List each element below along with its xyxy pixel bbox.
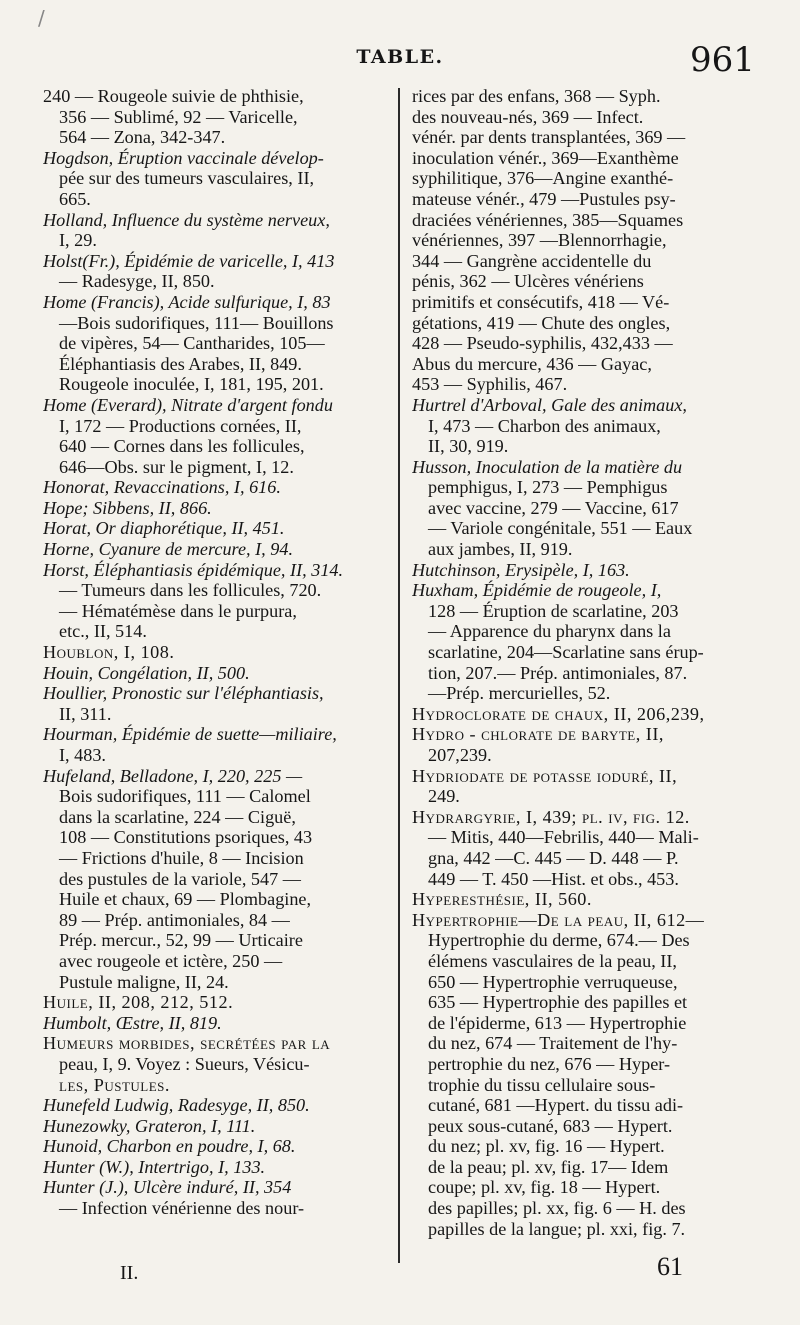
index-line: avec vaccine, 279 — Vaccine, 617 <box>428 497 679 518</box>
index-line: etc., II, 514. <box>59 621 147 642</box>
index-line: Holland, Influence du système nerveux, <box>43 209 330 230</box>
index-line: Huxham, Épidémie de rougeole, I, <box>412 580 662 601</box>
left-column <box>43 86 389 1219</box>
index-line: Houblon, I, 108. <box>43 642 175 663</box>
index-line: des nouveau-nés, 369 — Infect. <box>412 106 644 127</box>
index-line: syphilitique, 376—Angine exanthé- <box>412 168 674 189</box>
index-line: Hunoid, Charbon en poudre, I, 68. <box>43 1136 296 1157</box>
index-line: 344 — Gangrène accidentelle du <box>412 250 652 271</box>
index-line: scarlatine, 204—Scarlatine sans érup- <box>428 642 704 663</box>
index-line: Humeurs morbides, secrétées par la <box>43 1033 331 1054</box>
index-line: pénis, 362 — Ulcères vénériens <box>412 271 644 292</box>
index-line: trophie du tissu cellulaire sous- <box>428 1074 656 1095</box>
index-line: cutané, 681 —Hypert. du tissu adi- <box>428 1095 684 1116</box>
index-line: I, 473 — Charbon des animaux, <box>428 415 661 436</box>
index-line: des pustules de la variole, 547 — <box>59 868 301 889</box>
index-line: Hunefeld Ludwig, Radesyge, II, 850. <box>43 1095 310 1116</box>
index-line: Bois sudorifiques, 111 — Calomel <box>59 786 311 807</box>
index-line: 249. <box>428 786 460 807</box>
index-line: pemphigus, I, 273 — Pemphigus <box>428 477 668 498</box>
index-line: Hunter (W.), Intertrigo, I, 133. <box>43 1156 266 1177</box>
index-line: coupe; pl. xv, fig. 18 — Hypert. <box>428 1177 661 1198</box>
index-line: Horne, Cyanure de mercure, I, 94. <box>43 539 294 560</box>
index-line: avec rougeole et ictère, 250 — <box>59 950 283 971</box>
index-line: —Bois sudorifiques, 111— Bouillons <box>59 312 334 333</box>
index-line: Home (Francis), Acide sulfurique, I, 83 <box>43 291 331 312</box>
index-line: mateuse vénér., 479 —Pustules psy- <box>412 188 676 209</box>
index-line: papilles de la langue; pl. xxi, fig. 7. <box>428 1218 686 1239</box>
index-line: — Frictions d'huile, 8 — Incision <box>59 847 304 868</box>
index-line: Hydrargyrie, I, 439; pl. iv, fig. 12. <box>412 806 690 827</box>
index-line: pée sur des tumeurs vasculaires, II, <box>59 168 315 189</box>
index-line: Hydro - chlorate de baryte, II, <box>412 724 664 745</box>
index-line: Honorat, Revaccinations, I, 616. <box>43 477 281 498</box>
index-line: Huile et chaux, 69 — Plombagine, <box>59 889 312 910</box>
index-line: II, 30, 919. <box>428 436 509 457</box>
index-line: du nez, 674 — Traitement de l'hy- <box>428 1033 678 1054</box>
index-line: 449 — T. 450 —Hist. et obs., 453. <box>428 868 679 889</box>
index-line: 646—Obs. sur le pigment, I, 12. <box>59 456 294 477</box>
index-line: des papilles; pl. xx, fig. 6 — H. des <box>428 1198 686 1219</box>
index-line: 108 — Constitutions psoriques, 43 <box>59 827 313 848</box>
index-line: II, 311. <box>59 703 112 724</box>
column-divider <box>398 88 400 1263</box>
index-line: 128 — Éruption de scarlatine, 203 <box>428 600 679 621</box>
index-line: Houin, Congélation, II, 500. <box>43 662 250 683</box>
index-line: Hyperesthésie, II, 560. <box>412 889 592 910</box>
index-line: Hope; Sibbens, II, 866. <box>43 497 212 518</box>
index-line: les, Pustules. <box>59 1074 170 1095</box>
index-line: — Hématémèse dans le purpura, <box>59 600 297 621</box>
index-line: Husson, Inoculation de la matière du <box>412 456 683 477</box>
index-line: vénériennes, 397 —Blennorrhagie, <box>412 230 667 251</box>
index-line: Horst, Éléphantiasis épidémique, II, 314. <box>43 559 344 580</box>
index-line: Hunter (J.), Ulcère induré, II, 354 <box>43 1177 292 1198</box>
index-line: peux sous-cutané, 683 — Hypert. <box>428 1115 673 1136</box>
index-line: aux jambes, II, 919. <box>428 539 573 560</box>
index-line: primitifs et consécutifs, 418 — Vé- <box>412 291 670 312</box>
index-line: 564 — Zona, 342-347. <box>59 127 226 148</box>
index-line: 640 — Cornes dans les follicules, <box>59 436 305 457</box>
index-line: vénér. par dents transplantées, 369 — <box>412 127 686 148</box>
corner-mark: / <box>38 6 45 30</box>
index-line: élémens vasculaires de la peau, II, <box>428 950 677 971</box>
index-line: 665. <box>59 188 91 209</box>
index-line: 240 — Rougeole suivie de phthisie, <box>43 86 304 106</box>
index-line: Hunezowky, Grateron, I, 111. <box>43 1115 256 1136</box>
index-line: Abus du mercure, 436 — Gayac, <box>412 353 652 374</box>
index-line: Hypertrophie—De la peau, II, 612— <box>412 909 705 930</box>
index-line: — Infection vénérienne des nour- <box>59 1198 305 1219</box>
right-column <box>412 86 760 1239</box>
index-line: — Radesyge, II, 850. <box>59 271 215 292</box>
index-line: Humbolt, Œstre, II, 819. <box>43 1012 222 1033</box>
index-line: Home (Everard), Nitrate d'argent fondu <box>43 394 333 415</box>
index-line: 428 — Pseudo-syphilis, 432,433 — <box>412 333 673 354</box>
index-line: de l'épiderme, 613 — Hypertrophie <box>428 1012 687 1033</box>
index-line: Hydroclorate de chaux, II, 206,239, <box>412 703 705 724</box>
signature-mark: II. <box>120 1262 139 1284</box>
index-line: Prép. mercur., 52, 99 — Urticaire <box>59 930 303 951</box>
index-line: gétations, 419 — Chute des ongles, <box>412 312 671 333</box>
index-line: 356 — Sublimé, 92 — Varicelle, <box>59 106 298 127</box>
index-line: — Tumeurs dans les follicules, 720. <box>59 580 322 601</box>
index-line: — Mitis, 440—Febrilis, 440— Mali- <box>428 827 699 848</box>
index-line: I, 172 — Productions cornées, II, <box>59 415 302 436</box>
index-line: Horat, Or diaphorétique, II, 451. <box>43 518 285 539</box>
index-line: Huile, II, 208, 212, 512. <box>43 992 234 1013</box>
index-line: 635 — Hypertrophie des papilles et <box>428 992 688 1013</box>
index-line: rices par des enfans, 368 — Syph. <box>412 86 661 106</box>
index-line: pertrophie du nez, 676 — Hyper- <box>428 1053 671 1074</box>
index-line: dans la scarlatine, 224 — Ciguë, <box>59 806 296 827</box>
index-line: inoculation vénér., 369—Exanthème <box>412 147 679 168</box>
index-line: Hufeland, Belladone, I, 220, 225 — <box>43 765 303 786</box>
index-line: Hogdson, Éruption vaccinale dévelop- <box>43 147 324 168</box>
index-line: Hydriodate de potasse ioduré, II, <box>412 765 678 786</box>
index-line: draciées vénériennes, 385—Squames <box>412 209 684 230</box>
page-title: TABLE. <box>356 46 444 68</box>
index-line: —Prép. mercurielles, 52. <box>428 683 611 704</box>
folio-number: 61 <box>657 1252 683 1281</box>
page-number: 961 <box>690 40 755 80</box>
index-line: Houllier, Pronostic sur l'éléphantiasis, <box>43 683 324 704</box>
index-line: Hutchinson, Erysipèle, I, 163. <box>412 559 630 580</box>
index-line: de la peau; pl. xv, fig. 17— Idem <box>428 1156 669 1177</box>
index-line: tion, 207.— Prép. antimoniales, 87. <box>428 662 688 683</box>
index-line: Rougeole inoculée, I, 181, 195, 201. <box>59 374 324 395</box>
index-line: Hurtrel d'Arboval, Gale des animaux, <box>412 394 687 415</box>
index-line: du nez; pl. xv, fig. 16 — Hypert. <box>428 1136 665 1157</box>
index-line: de vipères, 54— Cantharides, 105— <box>59 333 325 354</box>
index-line: Hypertrophie du derme, 674.— Des <box>428 930 690 951</box>
index-line: 650 — Hypertrophie verruqueuse, <box>428 971 678 992</box>
index-line: Éléphantiasis des Arabes, II, 849. <box>59 353 302 374</box>
index-line: I, 483. <box>59 745 106 765</box>
index-line: — Variole congénitale, 551 — Eaux <box>428 518 693 539</box>
index-line: Hourman, Épidémie de suette—miliaire, <box>43 724 337 745</box>
index-line: 453 — Syphilis, 467. <box>412 374 568 395</box>
index-line: Pustule maligne, II, 24. <box>59 971 229 992</box>
index-line: gna, 442 —C. 445 — D. 448 — P. <box>428 847 679 868</box>
index-line: peau, I, 9. Voyez : Sueurs, Vésicu- <box>59 1053 310 1074</box>
index-line: 89 — Prép. antimoniales, 84 — <box>59 909 290 930</box>
index-line: I, 29. <box>59 230 97 251</box>
index-line: Holst(Fr.), Épidémie de varicelle, I, 413 <box>43 250 335 271</box>
index-line: — Apparence du pharynx dans la <box>428 621 671 642</box>
index-line: 207,239. <box>428 745 492 765</box>
